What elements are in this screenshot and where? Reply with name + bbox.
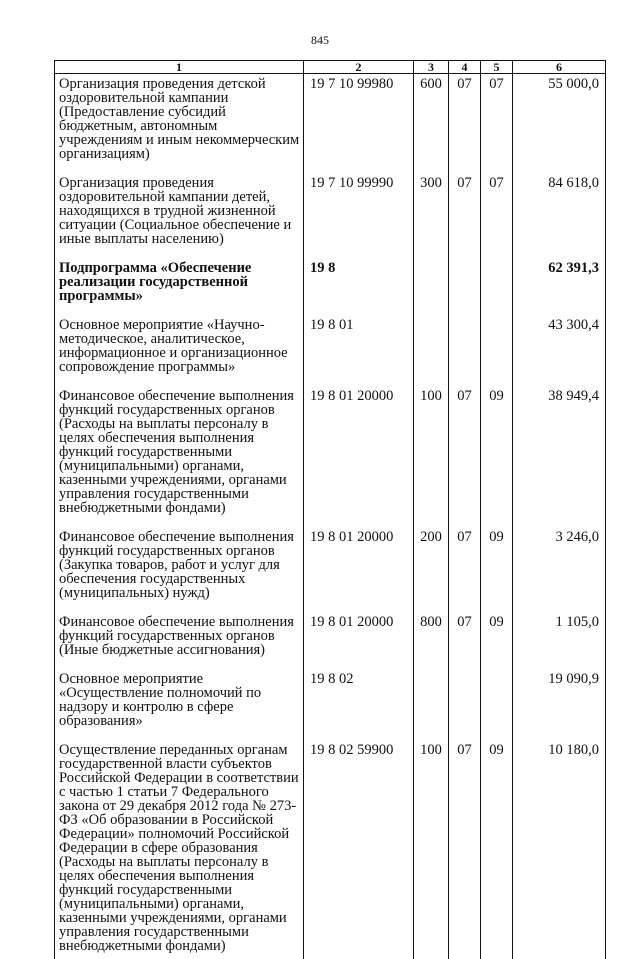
- row-col4-cell: 07: [449, 740, 481, 959]
- row-amount-cell: 43 300,4: [513, 315, 606, 386]
- row-col5-cell: 09: [481, 386, 513, 527]
- row-col5-cell: [481, 258, 513, 315]
- row-col3-cell: [414, 669, 449, 740]
- row-amount-cell: 38 949,4: [513, 386, 606, 527]
- row-name-cell: Финансовое обеспечение выполнения функций государственных органов (Иные бюджетные ассигнования): [55, 612, 304, 669]
- table-row: [55, 74, 606, 174]
- row-col5-cell: 07: [481, 74, 513, 174]
- row-name-cell: Подпрограмма «Обеспечение реализации государственной программы»: [55, 258, 304, 315]
- row-name-cell: Основное мероприятие «Осуществление полномочий по надзору и контролю в сфере образования»: [55, 669, 304, 740]
- page-number: 845: [311, 33, 329, 47]
- table-header-row: [55, 61, 606, 74]
- row-name-cell: Осуществление переданных органам государственной власти субъектов Российской Федерации в соответствии с частью 1 статьи 7 Федерального закона от 29 декабря 2012 года № 273-ФЗ «Об образовании в Российской Федерации» полномочий Российской Федерации в сфере образования (Расходы на выплаты персоналу в целях обеспечения выполнения функций государственными (муниципальными) органами, казенными учреждениями, органами управления государственными внебюджетными фондами): [55, 740, 304, 959]
- budget-table: [54, 60, 606, 959]
- row-col4-cell: 07: [449, 612, 481, 669]
- table-row: [55, 669, 606, 740]
- row-amount-cell: 1 105,0: [513, 612, 606, 669]
- row-col3-cell: 100: [414, 386, 449, 527]
- row-code-cell: 19 8: [304, 258, 414, 315]
- row-col3-cell: 200: [414, 527, 449, 612]
- column-header: 4: [449, 61, 481, 74]
- table-row: [55, 173, 606, 258]
- row-name-cell: Организация проведения оздоровительной кампании детей, находящихся в трудной жизненной ситуации (Социальное обеспечение и иные выплаты населению): [55, 173, 304, 258]
- row-code-cell: 19 8 01 20000: [304, 386, 414, 527]
- row-code-cell: 19 8 01 20000: [304, 612, 414, 669]
- row-amount-cell: 55 000,0: [513, 74, 606, 174]
- row-code-cell: 19 8 02: [304, 669, 414, 740]
- row-col5-cell: 09: [481, 740, 513, 959]
- row-col5-cell: 09: [481, 527, 513, 612]
- row-name-cell: Финансовое обеспечение выполнения функций государственных органов (Расходы на выплаты персоналу в целях обеспечения выполнения функций государственными (муниципальными) органами, казенными учреждениями, органами управления государственными внебюджетными фондами): [55, 386, 304, 527]
- table-row: [55, 527, 606, 612]
- row-col5-cell: 07: [481, 173, 513, 258]
- row-col5-cell: [481, 315, 513, 386]
- row-col4-cell: [449, 258, 481, 315]
- column-header: 2: [304, 61, 414, 74]
- row-amount-cell: 19 090,9: [513, 669, 606, 740]
- row-code-cell: 19 8 01 20000: [304, 527, 414, 612]
- row-col3-cell: 800: [414, 612, 449, 669]
- row-code-cell: 19 8 01: [304, 315, 414, 386]
- row-col3-cell: 100: [414, 740, 449, 959]
- row-name-cell: Организация проведения детской оздоровительной кампании (Предоставление субсидий бюджетным, автономным учреждениям и иным некоммерческим организациям): [55, 74, 304, 174]
- row-code-cell: 19 8 02 59900: [304, 740, 414, 959]
- row-name-cell: Финансовое обеспечение выполнения функций государственных органов (Закупка товаров, работ и услуг для обеспечения государственных (муниципальных) нужд): [55, 527, 304, 612]
- row-col4-cell: [449, 669, 481, 740]
- row-amount-cell: 84 618,0: [513, 173, 606, 258]
- column-header: 5: [481, 61, 513, 74]
- column-header: 1: [55, 61, 304, 74]
- row-col4-cell: 07: [449, 527, 481, 612]
- table-row: [55, 740, 606, 959]
- row-code-cell: 19 7 10 99980: [304, 74, 414, 174]
- column-header: 3: [414, 61, 449, 74]
- row-col3-cell: [414, 315, 449, 386]
- row-amount-cell: 62 391,3: [513, 258, 606, 315]
- row-col4-cell: 07: [449, 386, 481, 527]
- row-col5-cell: 09: [481, 612, 513, 669]
- table-row: [55, 386, 606, 527]
- row-col4-cell: [449, 315, 481, 386]
- row-col3-cell: 300: [414, 173, 449, 258]
- row-col3-cell: [414, 258, 449, 315]
- row-amount-cell: 3 246,0: [513, 527, 606, 612]
- row-col3-cell: 600: [414, 74, 449, 174]
- row-amount-cell: 10 180,0: [513, 740, 606, 959]
- row-code-cell: 19 7 10 99990: [304, 173, 414, 258]
- column-header: 6: [513, 61, 606, 74]
- row-col4-cell: 07: [449, 173, 481, 258]
- row-col4-cell: 07: [449, 74, 481, 174]
- table-row: [55, 315, 606, 386]
- table-row-subprogram: [55, 258, 606, 315]
- row-col5-cell: [481, 669, 513, 740]
- table-row: [55, 612, 606, 669]
- row-name-cell: Основное мероприятие «Научно-методическое, аналитическое, информационное и организационное сопровождение программы»: [55, 315, 304, 386]
